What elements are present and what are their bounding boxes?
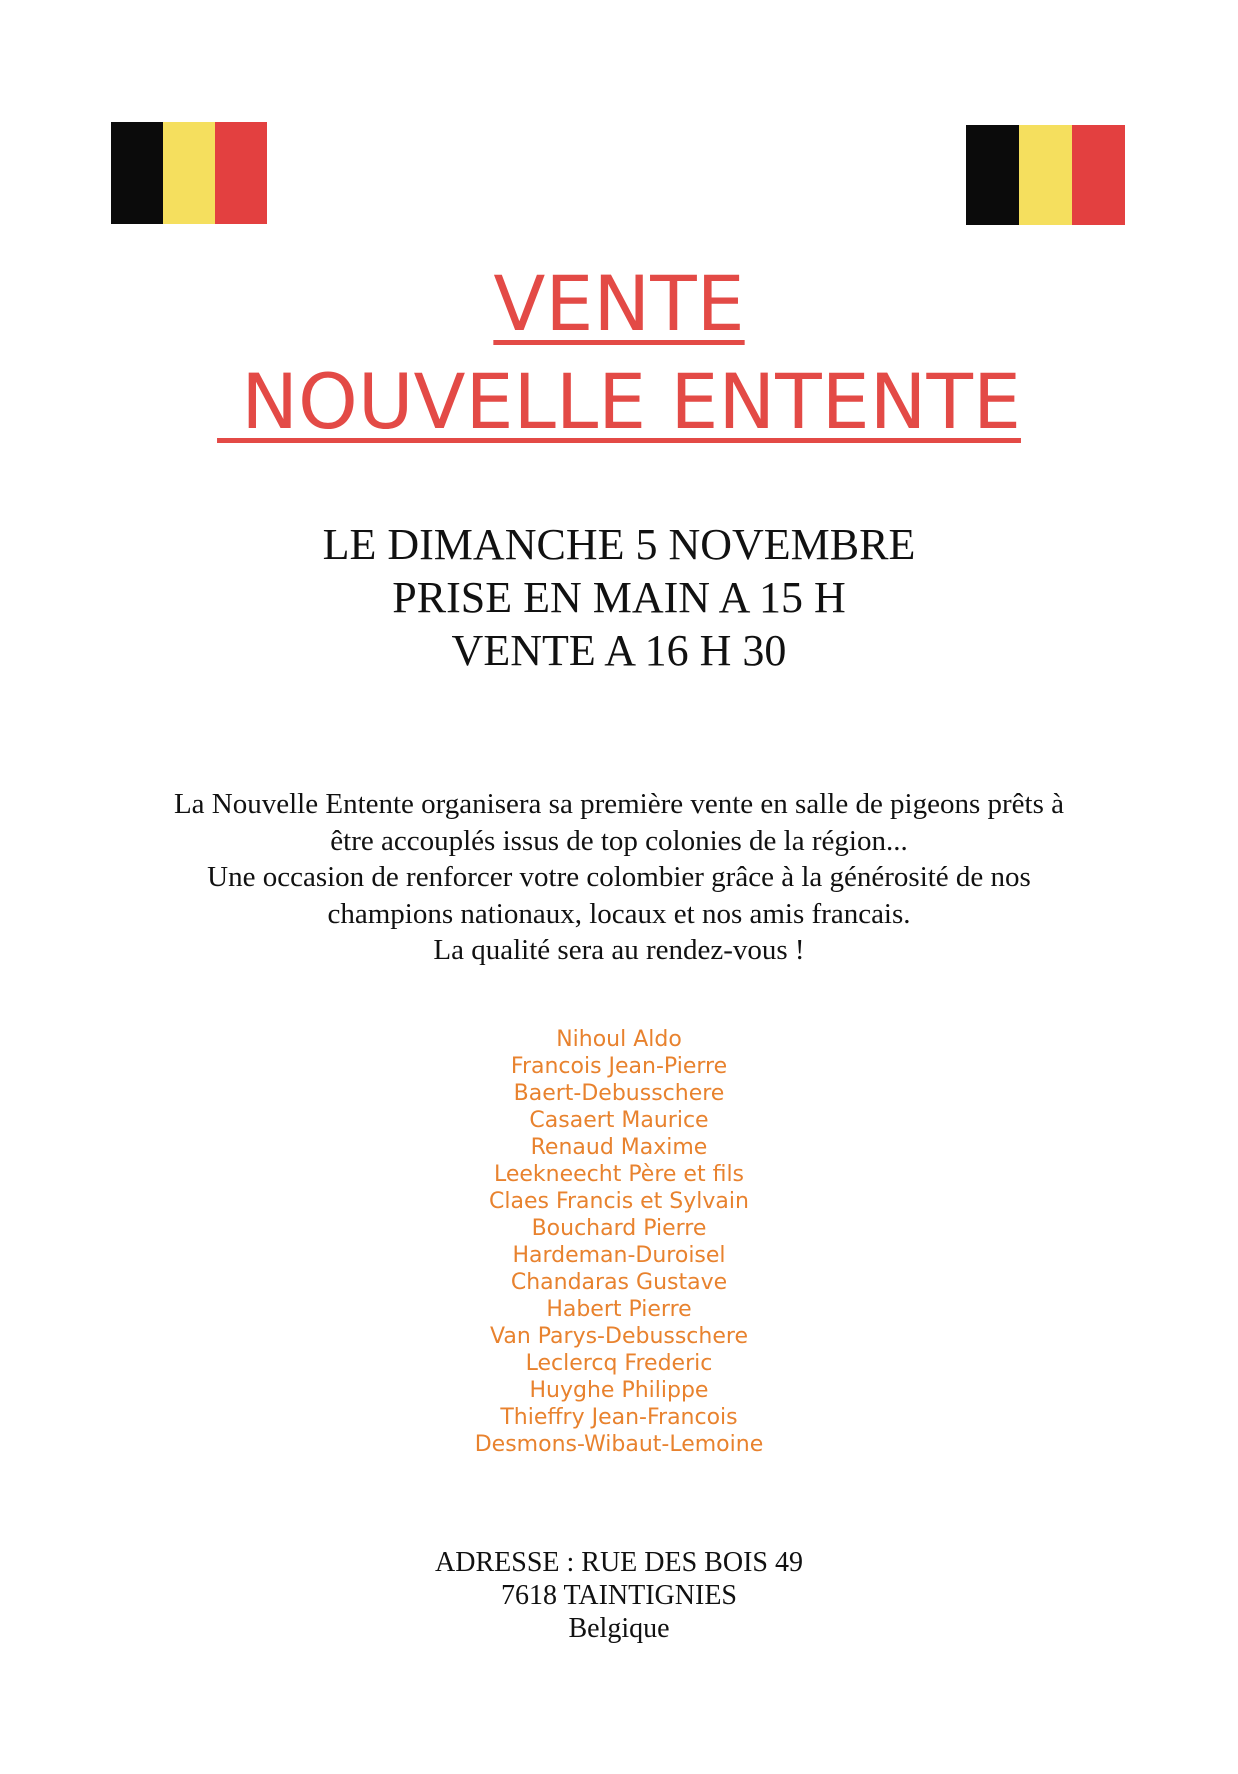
address-city: 7618 TAINTIGNIES	[501, 1580, 737, 1611]
belgian-flag-right	[966, 125, 1125, 225]
participant-item: Renaud Maxime	[530, 1135, 708, 1160]
title-line-2-wrapper	[0, 357, 1238, 446]
participant-item: Bouchard Pierre	[531, 1216, 707, 1241]
participant-item: Hardeman-Duroisel	[512, 1243, 726, 1268]
event-date: LE DIMANCHE 5 NOVEMBRE	[322, 520, 916, 569]
description-line: La Nouvelle Entente organisera sa première vente en salle de pigeons prêts à	[173, 788, 1065, 820]
participant-item: Huyghe Philippe	[529, 1378, 709, 1403]
participant-item: Baert-Debusschere	[513, 1081, 725, 1106]
participant-item: Van Parys-Debusschere	[490, 1324, 748, 1349]
description-line: champions nationaux, locaux et nos amis francais.	[327, 897, 911, 930]
title-nouvelle-entente: NOUVELLE ENTENTE	[217, 357, 1021, 446]
participant-item: Nihoul Aldo	[556, 1027, 682, 1052]
participant-item: Thieffry Jean-Francois	[500, 1405, 738, 1430]
address-block	[0, 1546, 1238, 1645]
flag-stripe-yellow	[1019, 125, 1072, 225]
participant-list	[0, 1026, 1238, 1458]
flag-stripe-black	[966, 125, 1019, 225]
participant-item: Habert Pierre	[546, 1297, 692, 1322]
flag-stripe-yellow	[163, 122, 215, 224]
title-line-1-wrapper	[0, 259, 1238, 348]
flag-stripe-red	[1072, 125, 1125, 225]
participant-item: Desmons-Wibaut-Lemoine	[474, 1432, 764, 1457]
participant-item: Chandaras Gustave	[510, 1270, 728, 1295]
belgian-flag-left	[111, 122, 267, 224]
participant-item: Leekneecht Père et fils	[493, 1162, 745, 1187]
participant-item: Claes Francis et Sylvain	[489, 1189, 749, 1214]
description-line: être accouplés issus de top colonies de la région...	[330, 824, 908, 857]
participant-item: Casaert Maurice	[529, 1108, 709, 1133]
event-sale-time: VENTE A 16 H 30	[451, 626, 787, 675]
description-line: Une occasion de renforcer votre colombier grâce à la générosité de nos	[207, 861, 1031, 893]
title-vente: VENTE	[493, 259, 745, 348]
flag-stripe-red	[215, 122, 267, 224]
address-street: ADRESSE : RUE DES BOIS 49	[435, 1547, 803, 1578]
description	[0, 786, 1238, 969]
flag-stripe-black	[111, 122, 163, 224]
event-details	[0, 518, 1238, 677]
participant-item: Leclercq Frederic	[525, 1351, 713, 1376]
participant-item: Francois Jean-Pierre	[510, 1054, 728, 1079]
description-line: La qualité sera au rendez-vous !	[433, 934, 805, 966]
address-country: Belgique	[568, 1613, 670, 1644]
event-pickup-time: PRISE EN MAIN A 15 H	[392, 573, 846, 622]
